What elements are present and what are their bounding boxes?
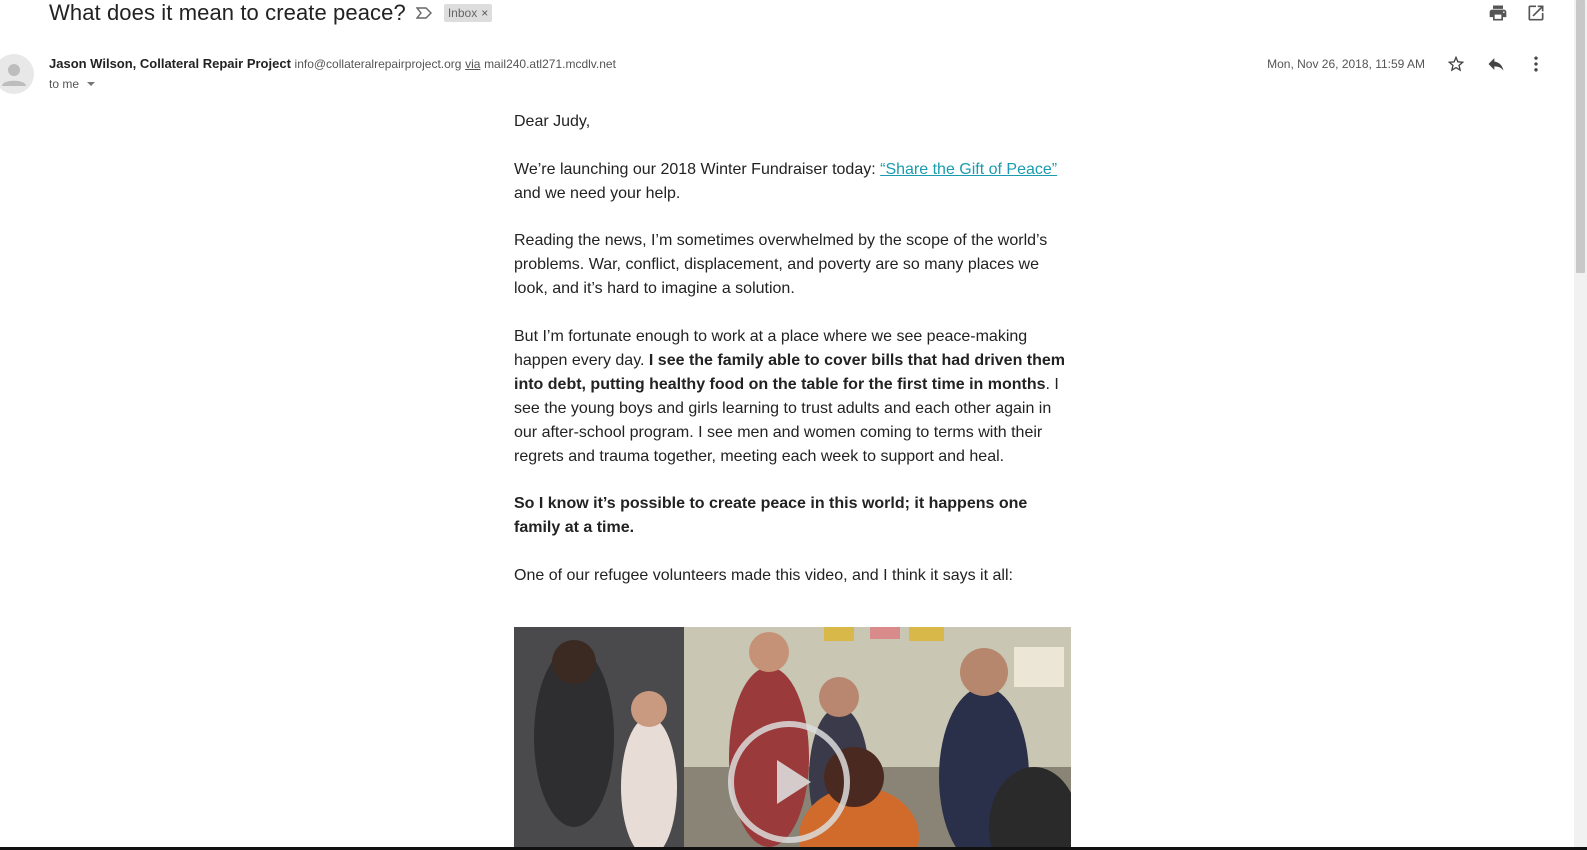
greeting: Dear Judy, [514, 113, 591, 130]
person-avatar-icon[interactable] [0, 54, 34, 94]
paragraph-2: Reading the news, I’m sometimes overwhelmed by the scope of the world’s problems. War, conflict, displacement, and poverty are so many places we look, and it’s hard to imagine a solution. [514, 232, 1048, 297]
scrollbar-thumb[interactable] [1576, 0, 1585, 273]
star-icon[interactable] [1445, 53, 1467, 75]
email-subject: What does it mean to create peace? [49, 0, 406, 25]
remove-label-icon[interactable]: × [481, 6, 489, 20]
via-link[interactable]: via [465, 57, 481, 71]
subject-row [49, 0, 492, 26]
top-actions [1487, 2, 1547, 24]
inbox-label-text: Inbox [447, 6, 478, 20]
inbox-label-chip[interactable] [444, 4, 492, 22]
recipient-toggle[interactable] [49, 77, 95, 91]
paragraph-3 [514, 325, 1074, 469]
play-icon[interactable] [728, 721, 850, 843]
sender-email: info@collateralrepairproject.org [294, 57, 462, 71]
message-actions [1267, 53, 1547, 75]
paragraph-3-tail: . I see the young boys and girls learning to trust adults and each other again in our after-school program. I see men and women coming to terms with their regrets and trauma together, meeting each week to support and heal. [514, 375, 1059, 465]
importance-marker-icon[interactable] [416, 5, 434, 21]
paragraph-5: One of our refugee volunteers made this video, and I think it says it all: [514, 566, 1013, 584]
via-domain: mail240.atl271.mcdlv.net [484, 57, 616, 71]
paragraph-4-bold: So I know it’s possible to create peace in this world; it happens one family at a time. [514, 495, 1028, 536]
more-vertical-icon[interactable] [1525, 53, 1547, 75]
paragraph-4 [514, 492, 1074, 540]
email-date: Mon, Nov 26, 2018, 11:59 AM [1267, 57, 1425, 71]
paragraph-3-bold: I see the family able to cover bills that had driven them into debt, putting healthy food on the table for the first time in months [514, 351, 1066, 393]
recipient-text: to me [49, 77, 80, 91]
print-icon[interactable] [1487, 2, 1509, 24]
sender-row [49, 56, 616, 71]
paragraph-3-text: But I’m fortunate enough to work at a place where we see peace-making happen every day. [514, 327, 1028, 369]
paragraph-1-tail: and we need your help. [514, 184, 681, 202]
sender-name[interactable]: Jason Wilson, Collateral Repair Project [49, 56, 291, 71]
fundraiser-link[interactable]: “Share the Gift of Peace” [880, 160, 1058, 178]
paragraph-1-text: We’re launching our 2018 Winter Fundraiser today: [514, 160, 881, 178]
paragraph-1 [514, 158, 1074, 206]
reply-icon[interactable] [1485, 53, 1507, 75]
video-thumbnail[interactable] [514, 627, 1071, 850]
email-body [514, 110, 1074, 611]
scrollbar-track[interactable] [1574, 0, 1587, 850]
chevron-down-icon[interactable] [87, 82, 95, 86]
open-in-new-window-icon[interactable] [1525, 2, 1547, 24]
